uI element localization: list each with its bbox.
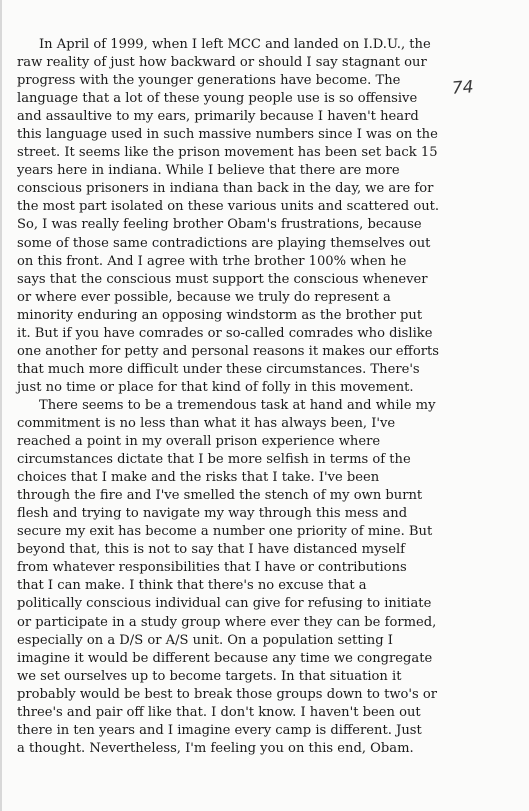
paragraph-2-line: flesh and trying to navigate my way through this mess and <box>17 506 408 522</box>
paragraph-2-line: There seems to be a tremendous task at hand and while my <box>39 397 436 413</box>
paragraph-2-line: politically conscious individual can give for refusing to initiate <box>17 596 432 612</box>
paragraph-2-line: commitment is no less than what it has always been, I've <box>17 415 396 431</box>
paragraph-2-line: or participate in a study group where ever they can be formed, <box>17 614 437 630</box>
paragraph-2-line: from whatever responsibilities that I have or contributions <box>17 560 407 576</box>
paragraph-2-line: that I can make. I think that there's no excuse that a <box>17 578 367 594</box>
paragraph-2-line: choices that I make and the risks that I take. I've been <box>17 470 380 486</box>
paragraph-1-line: In April of 1999, when I left MCC and landed on I.D.U., the <box>39 37 431 52</box>
paragraph-1-line: some of those same contradictions are playing themselves out <box>17 235 431 251</box>
paragraph-1-line: progress with the younger generations have become. The <box>17 73 401 89</box>
paragraph-1-line: and assaultive to my ears, primarily because I haven't heard <box>17 109 419 125</box>
paragraph-2-line: imagine it would be different because any time we congregate <box>17 650 433 666</box>
paragraph-1-line: years here in indiana. While I believe that there are more <box>17 163 400 179</box>
paragraph-2-line: circumstances dictate that I be more selfish in terms of the <box>17 452 411 468</box>
paragraph-2-line: a thought. Nevertheless, I'm feeling you on this end, Obam. <box>17 740 414 756</box>
paragraph-1-line: or where ever possible, because we truly do represent a <box>17 289 391 305</box>
paragraph-2-line: three's and pair off like that. I don't know. I haven't been out <box>17 704 421 720</box>
paragraph-2-line: beyond that, this is not to say that I have distanced myself <box>17 542 405 558</box>
paragraph-2-line: secure my exit has become a number one priority of mine. But <box>17 524 433 540</box>
paragraph-2-line: there in ten years and I imagine every camp is different. Just <box>17 722 422 738</box>
paragraph-1-line: it. But if you have comrades or so-called comrades who dislike <box>17 325 433 341</box>
paragraph-1-line: this language used in such massive numbers since I was on the <box>17 127 438 143</box>
page-left-edge <box>0 0 2 811</box>
paragraph-1-line: the most part isolated on these various units and scattered out. <box>17 199 440 215</box>
paragraph-2-line: through the fire and I've smelled the stench of my own burnt <box>17 488 423 504</box>
body-text <box>17 36 507 758</box>
paragraph-2-line: we set ourselves up to become targets. In that situation it <box>17 668 402 684</box>
paragraph-2-line: probably would be best to break those groups down to two's or <box>17 686 438 702</box>
paragraph-1-line: minority enduring an opposing windstorm as the brother put <box>17 307 423 323</box>
paragraph-1-line: language that a lot of these young people use is so offensive <box>17 91 418 107</box>
paragraph-1-line: raw reality of just how backward or should I say stagnant our <box>17 55 427 71</box>
paragraph-1-line: street. It seems like the prison movement has been set back 15 <box>17 145 438 161</box>
paragraph-1-line: So, I was really feeling brother Obam's frustrations, because <box>17 217 422 233</box>
paragraph-2-line: reached a point in my overall prison experience where <box>17 434 381 450</box>
paragraph-1-line: on this front. And I agree with trhe brother 100% when he <box>17 253 407 269</box>
paragraph-2-line: especially on a D/S or A/S unit. On a population setting I <box>17 632 393 648</box>
page-number: 74 <box>451 77 475 99</box>
paragraph-1-line: conscious prisoners in indiana than back in the day, we are for <box>17 181 434 197</box>
paragraph-1-line: one another for petty and personal reasons it makes our efforts <box>17 343 439 359</box>
paragraph-1-line: just no time or place for that kind of folly in this movement. <box>17 379 414 395</box>
paragraph-1-line: that much more difficult under these circumstances. There's <box>17 361 420 377</box>
paragraph-1-line: says that the conscious must support the conscious whenever <box>17 271 428 287</box>
